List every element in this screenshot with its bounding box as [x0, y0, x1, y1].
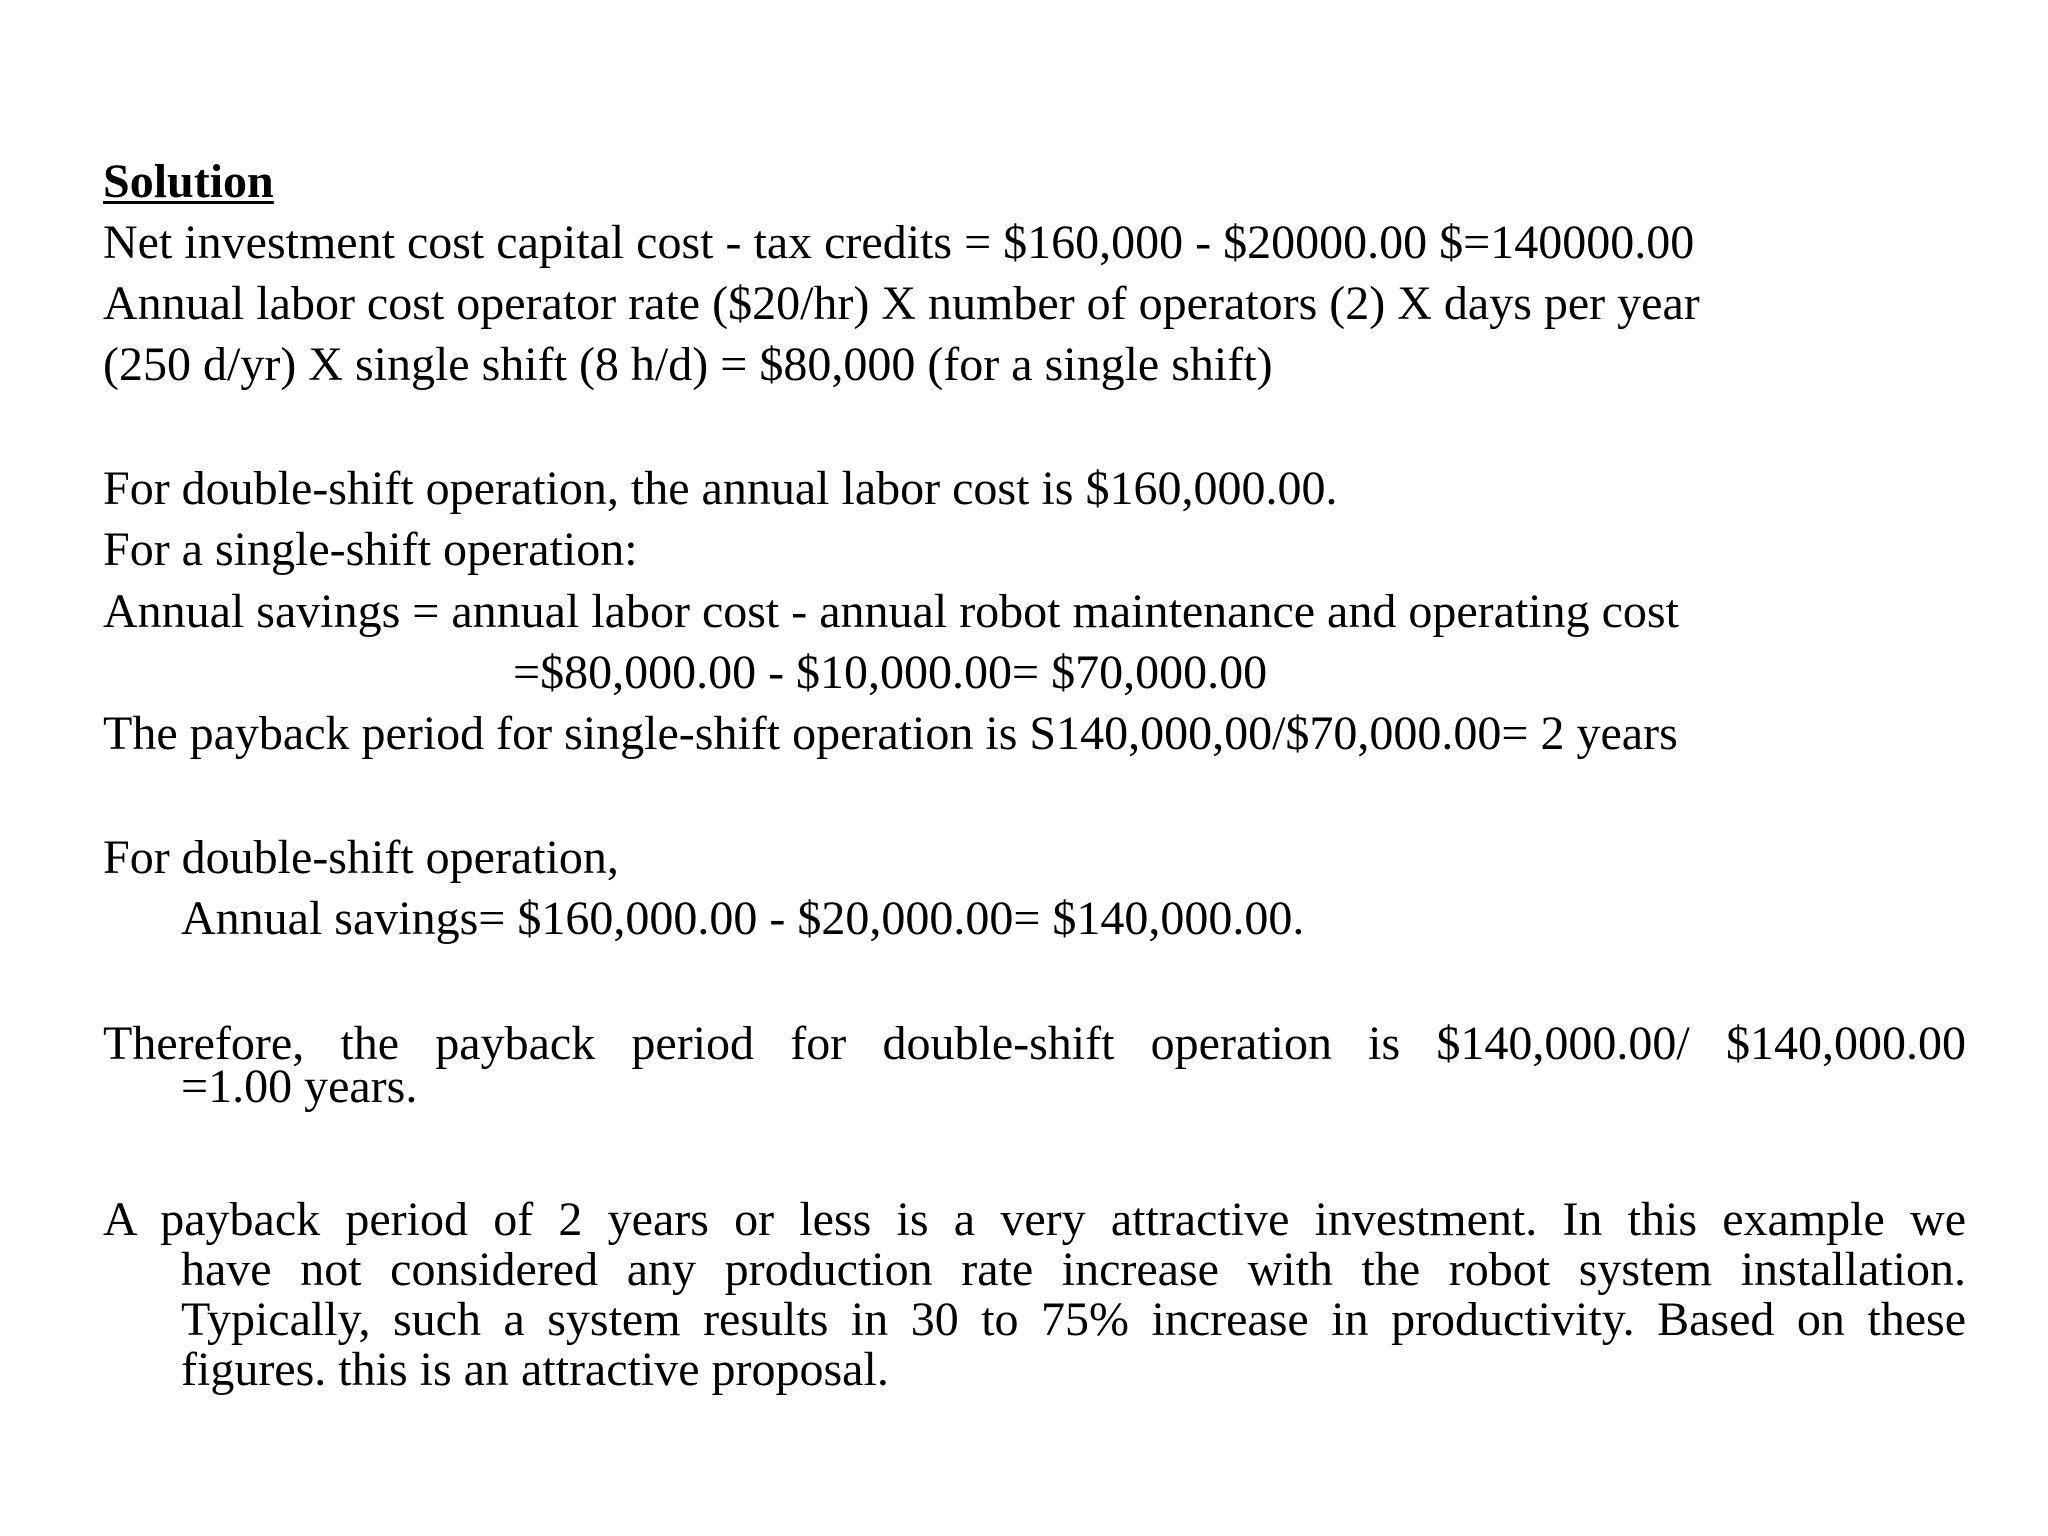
labor-cost-line-1: Annual labor cost operator rate ($20/hr) X number of operators (2) X days per year	[103, 277, 1700, 330]
double-shift-labor-line: For double-shift operation, the annual labor cost is $160,000.00.	[103, 462, 1338, 515]
annual-savings-calculation: =$80,000.00 - $10,000.00= $70,000.00	[513, 646, 1268, 699]
labor-cost-line-2: (250 d/yr) X single shift (8 h/d) = $80,000 (for a single shift)	[103, 338, 1273, 391]
conclusion-paragraph	[103, 1195, 1966, 1395]
annual-savings-definition: Annual savings = annual labor cost - annual robot maintenance and operating cost	[103, 585, 1679, 638]
payback-single-line: The payback period for single-shift operation is S140,000,00/$70,000.00= 2 years	[103, 707, 1678, 760]
therefore-line-2: =1.00 years.	[181, 1060, 418, 1113]
double-shift-intro-line: For double-shift operation,	[103, 831, 619, 884]
conclusion-line-2: have not considered any production rate increase with the robot system installation.	[181, 1243, 1966, 1296]
conclusion-line-1: A payback period of 2 years or less is a very attractive investment. In this example we	[103, 1193, 1966, 1246]
double-shift-savings-line: Annual savings= $160,000.00 - $20,000.00= $140,000.00.	[181, 892, 1305, 945]
conclusion-line-3: Typically, such a system results in 30 to 75% increase in productivity. Based on these	[181, 1293, 1966, 1346]
solution-heading: Solution	[103, 155, 274, 208]
single-shift-intro-line: For a single-shift operation:	[103, 523, 638, 576]
therefore-paragraph	[103, 1017, 1966, 1113]
conclusion-line-4: figures. this is an attractive proposal.	[181, 1343, 889, 1396]
net-investment-line: Net investment cost capital cost - tax credits = $160,000 - $20000.00 $=140000.00	[103, 216, 1695, 269]
therefore-line-1: Therefore, the payback period for double-shift operation is $140,000.00/ $140,000.00	[103, 1017, 1966, 1070]
